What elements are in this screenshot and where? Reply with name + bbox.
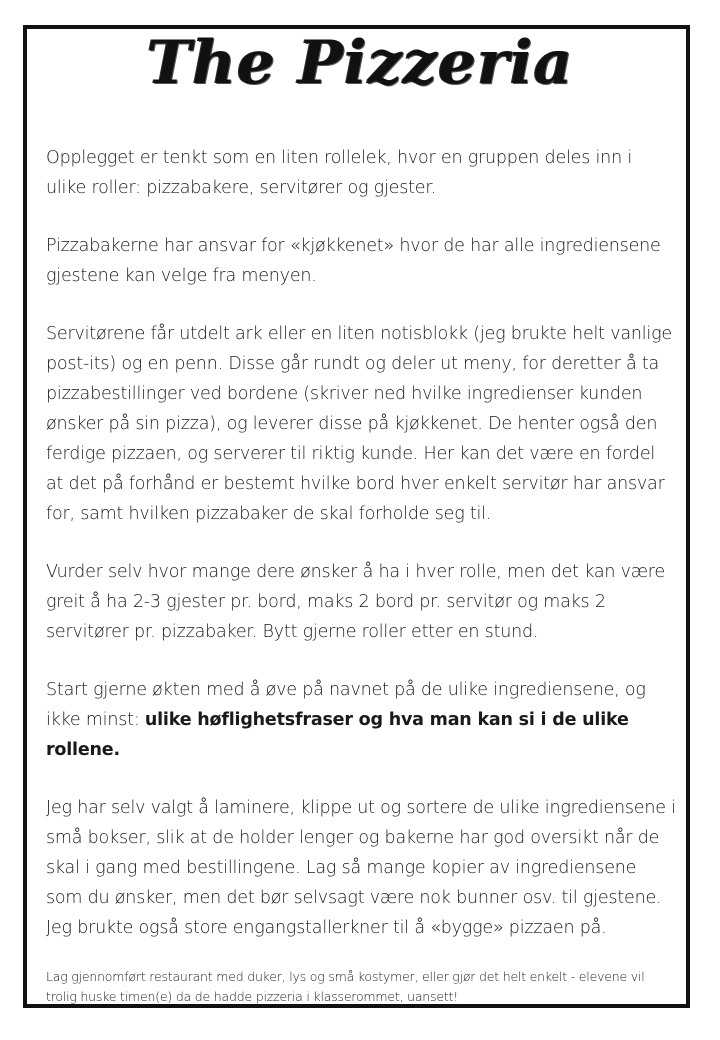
document-body [46, 143, 676, 1035]
paragraph-start-text: Start gjerne økten med å øve på navnet på de ulike ingrediensene, og ikke minst: [46, 680, 646, 730]
paragraph-start [46, 675, 676, 765]
paragraph-roles-count: Vurder selv hvor mange dere ønsker å ha i hver rolle, men det kan være greit å ha 2-3 gjester pr. bord, maks 2 bord pr. servitør og maks 2 servitører pr. pizzabaker. Bytt gjerne roller etter en stund. [46, 562, 665, 642]
paragraph-waiters: Servitørene får utdelt ark eller en liten notisblokk (jeg brukte helt vanlige post-its) og en penn. Disse går rundt og deler ut meny, for deretter å ta pizzabestillinger ved bordene (skriver ned hvilke ingredienser kunden ønsker på sin pizza), og leverer disse på kjøkkenet. De henter også den ferdige pizzaen, og serverer til riktig kunde. Her kan det være en fordel at det på forhånd er bestemt hvilke bord hver enkelt servitør har ansvar for, samt hvilken pizzabaker de skal forholde seg til. [46, 324, 672, 524]
paragraph-start-bold: ulike høflighetsfraser og hva man kan si i de ulike rollene. [46, 710, 629, 760]
footnote: Lag gjennomført restaurant med duker, lys og små kostymer, eller gjør det helt enkelt - elevene vil trolig huske timen(e) da de hadde pizzeria i klasserommet, uansett! [46, 969, 645, 1004]
paragraph-pizzabakers: Pizzabakerne har ansvar for «kjøkkenet» hvor de har alle ingrediensene gjestene kan velge fra menyen. [46, 236, 661, 286]
paragraph-intro: Opplegget er tenkt som en liten rollelek, hvor en gruppen deles inn i ulike roller: pizzabakere, servitører og gjester. [46, 148, 632, 198]
paragraph-laminate: Jeg har selv valgt å laminere, klippe ut og sortere de ulike ingrediensene i små bokser, slik at de holder lenger og bakerne har god oversikt når de skal i gang med bestillingene. Lag så mange kopier av ingrediensene som du ønsker, men det bør selvsagt være nok bunner osv. til gjestene. Jeg brukte også store engangstallerkner til å «bygge» pizzaen på. [46, 798, 676, 938]
page-title: The Pizzeria [146, 28, 574, 98]
